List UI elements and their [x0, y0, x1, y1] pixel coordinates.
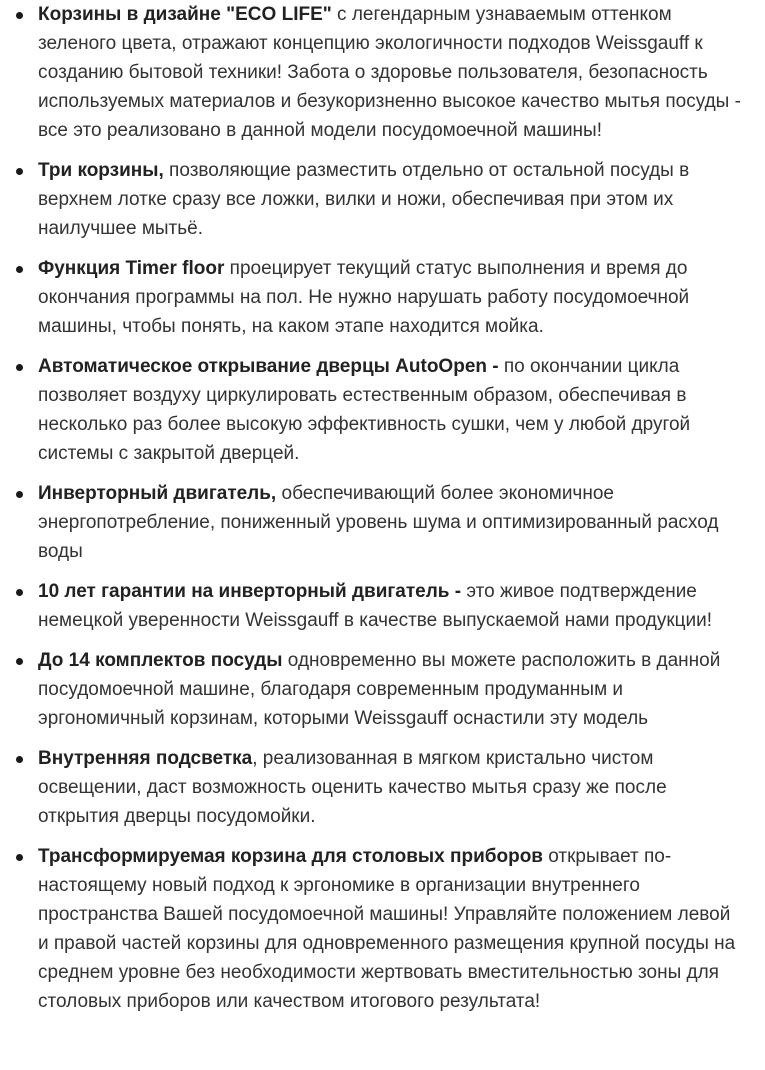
bullet-icon [16, 658, 23, 665]
bullet-icon [16, 854, 23, 861]
bullet-icon [16, 266, 23, 273]
feature-description: открывает по-настоящему новый подход к эргономике в организации внутреннего пространства Вашей посудомоечной машины! Управляйте положением левой и правой частей корзины для одновременного размещения крупной посуды на среднем уровне без необходимости жертвовать вместительностью зоны для столовых приборов или качеством итогового результата! [38, 846, 736, 1012]
feature-title: 10 лет гарантии на инверторный двигатель - [38, 581, 462, 602]
bullet-icon [16, 589, 23, 596]
feature-description: , реализованная в мягком кристально чистом освещении, даст возможность оценить качество мытья сразу же после открытия дверцы посудомойки. [38, 748, 667, 827]
list-item [38, 744, 745, 831]
list-item [38, 156, 745, 243]
bullet-icon [16, 12, 23, 19]
list-item [38, 646, 745, 733]
feature-title: Корзины в дизайне "ECO LIFE" [38, 4, 332, 25]
feature-title: До 14 комплектов посуды [38, 650, 283, 671]
bullet-icon [16, 168, 23, 175]
feature-description: обеспечивающий более экономичное энергопотребление, пониженный уровень шума и оптимизированный расход воды [38, 483, 719, 562]
bullet-icon [16, 756, 23, 763]
list-item [38, 577, 745, 635]
feature-description: проецирует текущий статус выполнения и время до окончания программы на пол. Не нужно нарушать работу посудомоечной машины, чтобы понять, на каком этапе находится мойка. [38, 258, 690, 337]
list-item [38, 352, 745, 468]
list-item [38, 479, 745, 566]
list-item [38, 842, 745, 1016]
feature-title: Трансформируемая корзина для столовых приборов [38, 846, 543, 867]
list-item [38, 0, 745, 145]
feature-description: по окончании цикла позволяет воздуху циркулировать естественным образом, обеспечивая в несколько раз более высокую эффективность сушки, чем у любой другой системы с закрытой дверцей. [38, 356, 691, 464]
feature-title: Три корзины, [38, 160, 164, 181]
feature-title: Функция Timer floor [38, 258, 225, 279]
list-item [38, 254, 745, 341]
bullet-icon [16, 491, 23, 498]
feature-description: позволяющие разместить отдельно от остальной посуды в верхнем лотке сразу все ложки, вилки и ножи, обеспечивая при этом их наилучшее мытьё. [38, 160, 690, 239]
feature-description: это живое подтверждение немецкой уверенности Weissgauff в качестве выпускаемой нами продукции! [38, 581, 713, 631]
feature-description: с легендарным узнаваемым оттенком зеленого цвета, отражают концепцию экологичности подходов Weissgauff к созданию бытовой техники! Забота о здоровье пользователя, безопасность используемых материалов и безукоризненно высокое качество мытья посуды - все это реализовано в данной модели посудомоечной машины! [38, 4, 741, 141]
feature-title: Автоматическое открывание дверцы AutoOpen - [38, 356, 499, 377]
bullet-icon [16, 364, 23, 371]
feature-title: Инверторный двигатель, [38, 483, 277, 504]
feature-description: одновременно вы можете расположить в данной посудомоечной машине, благодаря современным продуманным и эргономичный корзинам, которыми Weissgauff оснастили эту модель [38, 650, 721, 729]
feature-title: Внутренняя подсветка [38, 748, 253, 769]
